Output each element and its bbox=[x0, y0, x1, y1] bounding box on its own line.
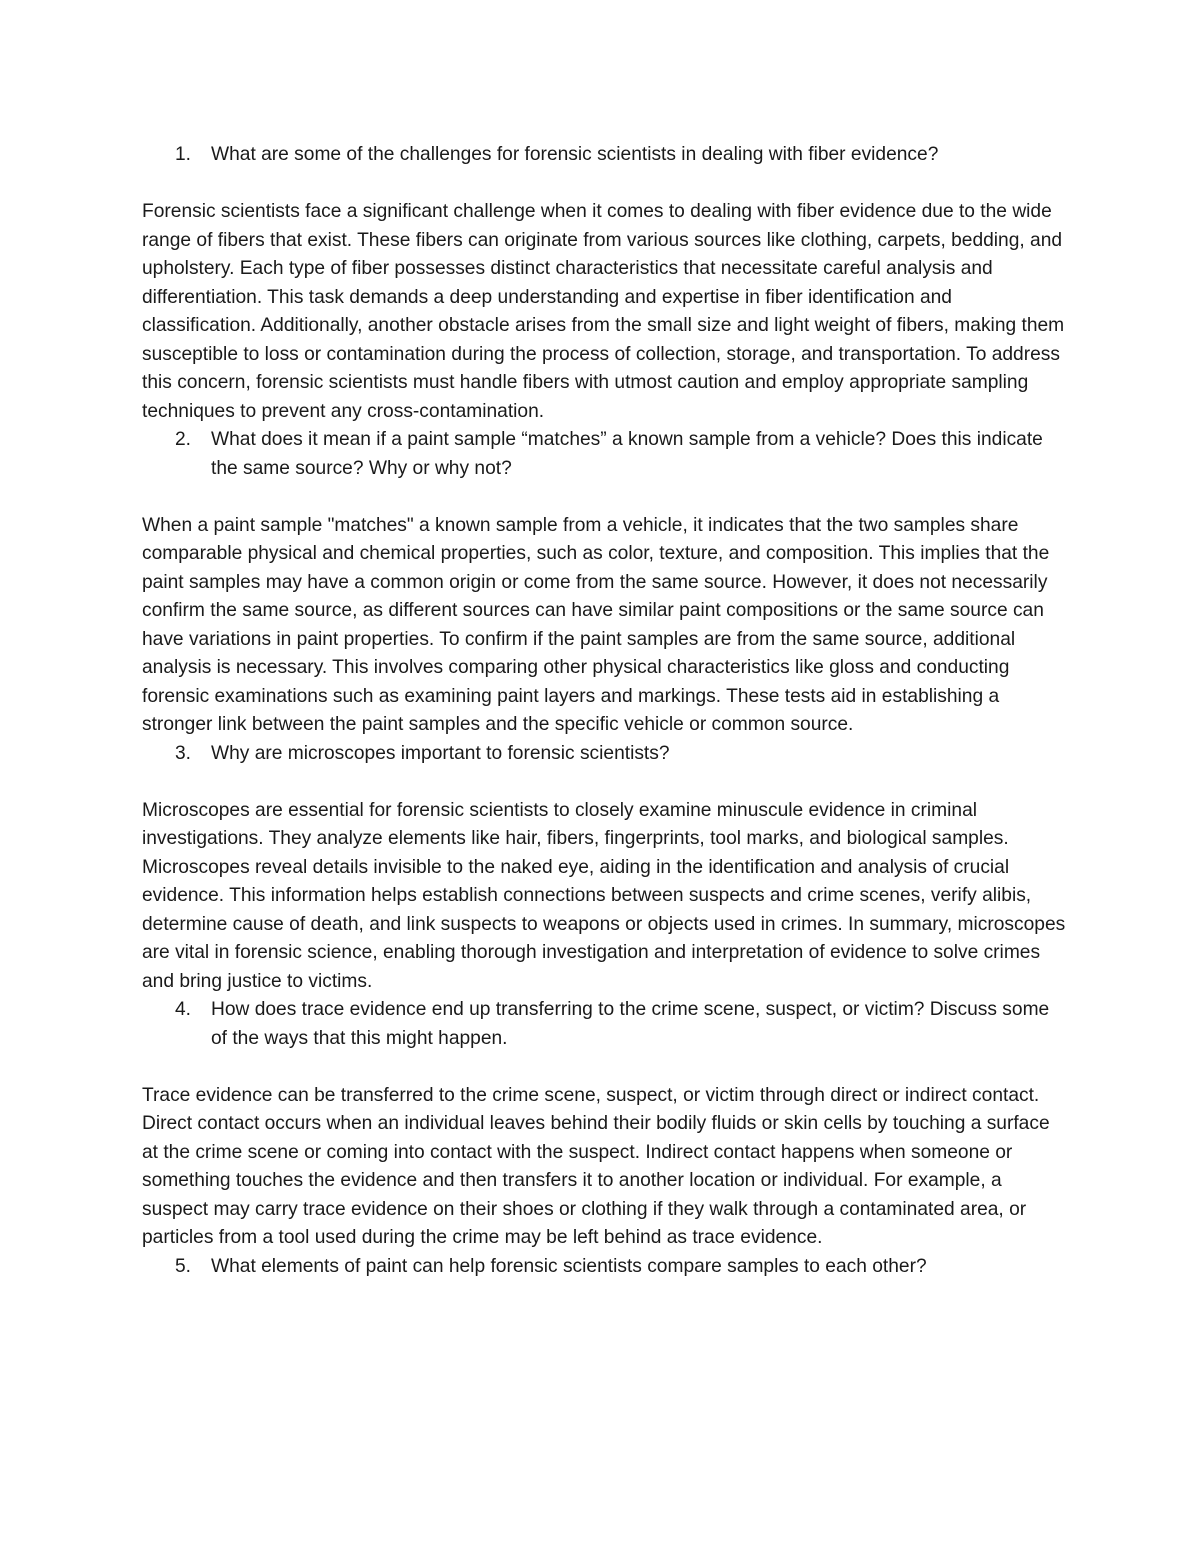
question-1 bbox=[142, 141, 1067, 170]
blank-line bbox=[142, 170, 1067, 199]
question-2 bbox=[142, 426, 1067, 483]
answer-4: Trace evidence can be transferred to the crime scene, suspect, or victim through direct or indirect contact. Direct contact occurs when an individual leaves behind their bodily fluids or skin cells by touching a surface at the crime scene or coming into contact with the suspect. Indirect contact happens when someone or something touches the evidence and then transfers it to another location or individual. For example, a suspect may carry trace evidence on their shoes or clothing if they walk through a contaminated area, or particles from a tool used during the crime may be left behind as trace evidence. bbox=[142, 1084, 1050, 1248]
blank-line bbox=[142, 768, 1067, 797]
question-number: 1. bbox=[175, 144, 192, 165]
question-text: Why are microscopes important to forensic scientists? bbox=[211, 742, 670, 764]
blank-line bbox=[142, 1053, 1067, 1082]
question-text: How does trace evidence end up transferring to the crime scene, suspect, or victim? Discuss some of the ways that this might happen. bbox=[211, 999, 1050, 1049]
question-number: 2. bbox=[175, 429, 192, 450]
question-3 bbox=[142, 740, 1067, 769]
answer-2: When a paint sample "matches" a known sample from a vehicle, it indicates that the two samples share comparable physical and chemical properties, such as color, texture, and composition. This implies that the paint samples may have a common origin or come from the same source. However, it does not necessarily confirm the same source, as different sources can have similar paint compositions or the same source can have variations in paint properties. To confirm if the paint samples are from the same source, additional analysis is necessary. This involves comparing other physical characteristics like gloss and conducting forensic examinations such as examining paint layers and markings. These tests aid in establishing a stronger link between the paint samples and the specific vehicle or common source. bbox=[142, 514, 1050, 735]
question-number: 3. bbox=[175, 742, 192, 764]
blank-line bbox=[142, 483, 1067, 512]
document-body bbox=[142, 141, 1067, 1281]
question-4 bbox=[142, 996, 1067, 1053]
question-number: 5. bbox=[175, 1255, 192, 1277]
answer-3: Microscopes are essential for forensic scientists to closely examine minuscule evidence in criminal investigations. They analyze elements like hair, fibers, fingerprints, tool marks, and biological samples. Microscopes reveal details invisible to the naked eye, aiding in the identification and analysis of crucial evidence. This information helps establish connections between suspects and crime scenes, verify alibis, determine cause of death, and link suspects to weapons or objects used in crimes. In summary, microscopes are vital in forensic science, enabling thorough investigation and interpretation of evidence to solve crimes and bring justice to victims. bbox=[142, 799, 1066, 992]
question-5 bbox=[142, 1253, 1067, 1282]
question-number: 4. bbox=[175, 999, 192, 1020]
question-text: What are some of the challenges for forensic scientists in dealing with fiber evidence? bbox=[211, 144, 939, 165]
question-text: What elements of paint can help forensic scientists compare samples to each other? bbox=[211, 1255, 927, 1277]
question-text: What does it mean if a paint sample “matches” a known sample from a vehicle? Does this indicate the same source? Why or why not? bbox=[211, 429, 1043, 479]
answer-1: Forensic scientists face a significant challenge when it comes to dealing with fiber evidence due to the wide range of fibers that exist. These fibers can originate from various sources like clothing, carpets, bedding, and upholstery. Each type of fiber possesses distinct characteristics that necessitate careful analysis and differentiation. This task demands a deep understanding and expertise in fiber identification and classification. Additionally, another obstacle arises from the small size and light weight of fibers, making them susceptible to loss or contamination during the process of collection, storage, and transportation. To address this concern, forensic scientists must handle fibers with utmost caution and employ appropriate sampling techniques to prevent any cross-contamination. bbox=[142, 201, 1065, 422]
